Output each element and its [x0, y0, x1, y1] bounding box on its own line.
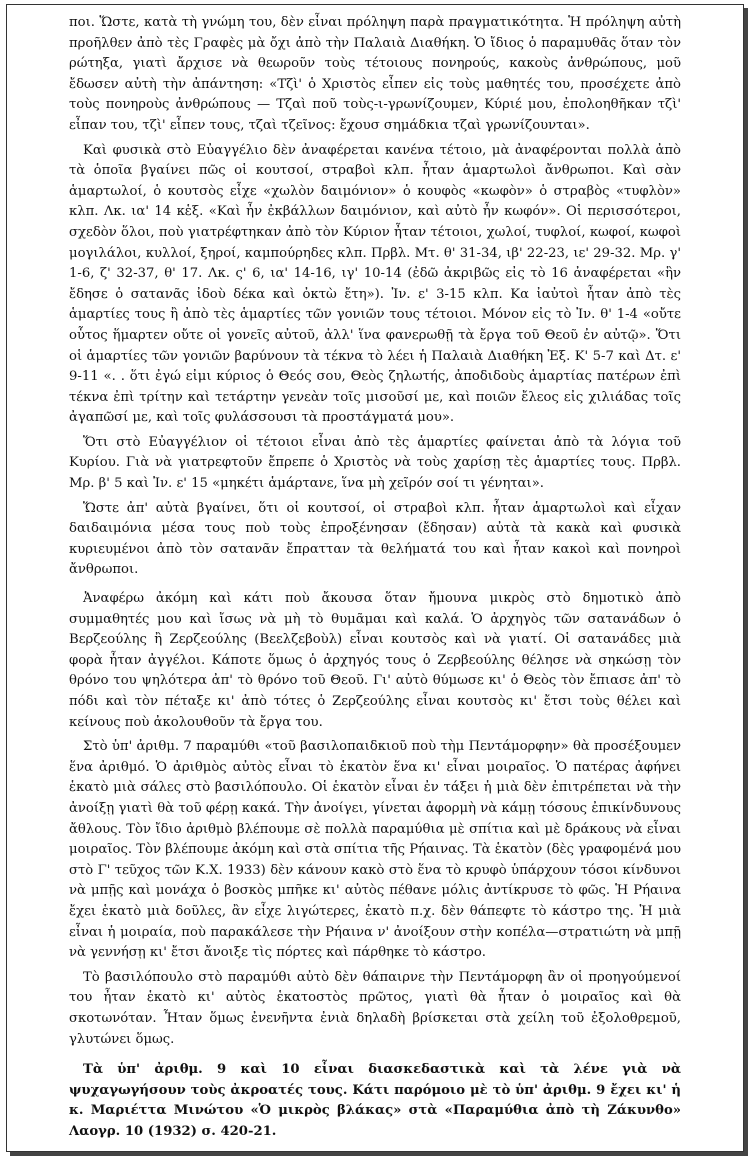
- paragraph-3: Ὅτι στὸ Εὐαγγέλιον οἱ τέτοιοι εἶναι ἀπὸ τὲς ἁμαρτίες φαίνεται ἀπὸ τὰ λόγια τοῦ Κυρίου. Γιὰ νὰ γιατρεφτοῦν ἔπρεπε ὁ Χριστὸς νὰ τοὺς χαρίσῃ τὲς ἁμαρτίες τους. Πρβλ. Μρ. β' 5 καὶ Ἰν. ε' 15 «μηκέτι ἁμάρτανε, ἵνα μὴ χεῖρόν σοί τι γένηται».: [69, 434, 681, 492]
- paragraph-4: Ὥστε ἀπ' αὐτὰ βγαίνει, ὅτι οἱ κουτσοί, οἱ στραβοὶ κλπ. ἦταν ἁμαρτωλοὶ καὶ εἶχαν δαιδαιμόνια μέσα τους ποὺ τοὺς ἐπροξένησαν (ἔδησαν) αὐτὰ τὰ κακὰ καὶ φυσικὰ κυριευμένοι ἀπὸ τὸν σατανᾶν ἔπρατταν τὰ θελήματά του καὶ ἦταν κακοὶ καὶ πονηροὶ ἄνθρωποι.: [69, 500, 681, 578]
- page-frame: [6, 4, 744, 1152]
- paragraph-2: Καὶ φυσικὰ στὸ Εὐαγγέλιο δὲν ἀναφέρεται κανένα τέτοιο, μὰ ἀναφέρονται πολλὰ ἀπὸ τὰ ὁποῖα βγαίνει πῶς οἱ κουτσοί, στραβοὶ κλπ. ἦταν ἁμαρτωλοὶ ἄνθρωποι. Καὶ σὰν ἁμαρτωλοί, ὁ κουτσὸς εἶχε «χωλὸν δαιμόνιον» ὁ κουφὸς «κωφὸν» ὁ στραβὸς «τυφλὸν» κλπ. Λκ. ια' 14 κἑξ. «Καὶ ἦν ἐκβάλλων δαιμόνιον, καὶ αὐτὸ ἦν κωφόν». Οἱ περισσότεροι, σχεδὸν ὅλοι, ποὺ γιατρέφτηκαν ἀπὸ τὸν Κύριον ἦταν τέτοιοι, χωλοί, τυφλοί, κωφοί, κωφοὶ μογιλάλοι, κυλλοί, ξηροί, καμπούρηδες κλπ. Πρβλ. Μτ. θ' 31-34, ιβ' 22-23, ιε' 29-32. Μρ. γ' 1-6, ζ' 32-37, θ' 17. Λκ. ς' 6, ια' 14-16, ιγ' 10-14 (ἐδῶ ἀκριβῶς εἰς τὸ 16 ἀναφέρεται «ἣν ἔδησε ὁ σατανᾶς ἰδοὺ δέκα καὶ ὀκτὼ ἔτη»). Ἰν. ε' 3-15 κλπ. Κα ἰαὐτοὶ ἦταν ἀπὸ τὲς ἁμαρτίες τους ἢ ἀπὸ τὲς ἁμαρτίες τῶν γονιῶν τους τέτοιοι. Μόνον εἰς τὸ Ἰν. θ' 1-4 «οὔτε οὗτος ἥμαρτεν οὔτε οἱ γονεῖς αὐτοῦ, ἀλλ' ἵνα φανερωθῇ τὰ ἔργα τοῦ Θεοῦ ἐν αὐτῷ». Ὅτι οἱ ἁμαρτίες τῶν γονιῶν βαρύνουν τὰ τέκνα τὸ λέει ἡ Παλαιὰ Διαθήκη Ἐξ. Κ' 5-7 καὶ Δτ. ε' 9-11 «. . ὅτι ἐγώ εἰμι κύριος ὁ Θεός σου, Θεὸς ζηλωτής, ἀποδιδοὺς ἁμαρτίας πατέρων ἐπὶ τέκνα ἐπὶ τρίτην καὶ τετάρτην γενεὰν τοῖς μισοῦσί με, καὶ ποιῶν ἔλεος εἰς χιλιάδας τοῖς ἀγαπῶσί με, καὶ τοῖς φυλάσσουσι τὰ προστάγματά μου».: [69, 142, 681, 426]
- paragraph-7: Τὸ βασιλόπουλο στὸ παραμύθι αὐτὸ δὲν θάπαιρνε τὴν Πεντάμορφη ἂν οἱ προηγούμενοί του ἦταν ἑκατὸ κι' αὐτὸς ἑκατοστὸς πρῶτος, γιατὶ θὰ ἦταν ὁ μοιραῖος καὶ θὰ σκοτωνόταν. Ἦταν ὅμως ἐνενῆντα ἐνιὰ δηλαδὴ βρίσκεται στὰ χείλη τοῦ ἐξολοθρεμοῦ, γλυτώνει ὅμως.: [69, 969, 681, 1047]
- paragraph-6: Στὸ ὑπ' ἀριθμ. 7 παραμύθι «τοῦ βασιλοπαιδκιοῦ ποὺ τὴμ Πεντάμορφην» θὰ προσέξουμεν ἕνα ἀριθμό. Ὁ ἀριθμὸς αὐτὸς εἶναι τὸ ἑκατὸν ἕνα κι' εἶναι μοιραῖος. Ὁ πατέρας ἀφήνει ἑκατὸ μιὰ σάλες στὸ βασιλόπουλο. Οἱ ἑκατὸν εἶναι ἐν τάξει ἡ μιὰ δὲν ἐπιτρέπεται νὰ τὴν ἀνοίξῃ γιατὶ θὰ τοῦ φέρῃ κακά. Τὴν ἀνοίγει, γίνεται ἀφορμὴ νὰ κάμῃ τόσους ἐπικίνδυνους ἄθλους. Τὸν ἴδιο ἀριθμὸ βλέπουμε σὲ πολλὰ παραμύθια μὲ σπίτια καὶ μὲ δράκους νὰ εἶναι μοιραῖος. Τὸν βλέπουμε ἀκόμη καὶ στὰ σπίτια τῆς Ρήαινας. Τὰ ἑκατὸν (δὲς γραφομένά μου στὸ Γ' τεῦχος τῶν Κ.Χ. 1933) δὲν κάνουν κακὸ στὸ ἕνα τὸ κρυφὸ ὑπάρχουν τόσοι κίνδυνοι νὰ μπῇς καὶ μονάχα ὁ βοσκὸς μπῆκε κι' αὐτὸς πέθανε μόλις ἀντίκρυσε τὸ φῶς. Ἡ Ρήαινα ἔχει ἑκατὸ μιὰ δοῦλες, ἂν εἶχε λιγώτερες, ἑκατὸ π.χ. δὲν θάπεφτε τὸ κάστρο της. Ἡ μιὰ εἶναι ἡ μοιραία, ποὺ παρακάλεσε τὴν Ρήαινα ν' ἀνοίξουν στὴν κοπέλα—στρατιώτη νὰ μπῇ νὰ γεννήσῃ κι' ἔτσι ἄνοιξε τὶς πόρτες καὶ πάρθηκε τὸ κάστρο.: [69, 739, 681, 961]
- paragraph-5: Ἀναφέρω ἀκόμη καὶ κάτι ποὺ ἄκουσα ὅταν ἤμουνα μικρὸς στὸ δημοτικὸ ἀπὸ συμμαθητές μου καὶ ἴσως νὰ μὴ τὸ θυμᾶμαι καὶ καλά. Ὁ ἀρχηγὸς τῶν σατανάδων ὁ Βερζεούλης ἢ Ζερζεούλης (Βεελζεβοὺλ) εἶναι κουτσὸς καὶ νὰ γιατί. Οἱ σατανάδες μιὰ φορὰ ἦταν ἀγγέλοι. Κάποτε ὅμως ὁ ἀρχηγός τους ὁ Ζερβεούλης θέλησε νὰ σηκώσῃ τὸν θρόνο του ψηλότερα ἀπ' τὸ θρόνο τοῦ Θεοῦ. Γι' αὐτὸ θύμωσε κι' ὁ Θεὸς τὸν ἔπιασε ἀπ' τὸ πόδι καὶ τὸν πέταξε κι' ἀπὸ τότες ὁ Ζερζεούλης εἶναι κουτσὸς κι' ἔτσι τοὺς θέλει καὶ κείνους ποὺ ἀκολουθοῦν τὰ ἔργα του.: [69, 591, 681, 730]
- paragraph-8: Τὰ ὑπ' ἀριθμ. 9 καὶ 10 εἶναι διασκεδαστικὰ καὶ τὰ λένε γιὰ νὰ ψυχαγωγήσουν τοὺς ἀκροατές τους. Κάτι παρόμοιο μὲ τὸ ὑπ' ἀριθμ. 9 ἔχει κι' ἡ κ. Μαριέττα Μινώτου «Ὁ μικρὸς βλάκας» στὰ «Παραμύθια ἀπὸ τὴ Ζάκυνθο» Λαογρ. 10 (1932) σ. 420-21.: [69, 1062, 681, 1139]
- paragraph-1: ποι. Ὥστε, κατὰ τὴ γνώμη του, δὲν εἶναι πρόληψη παρὰ πραγματικότητα. Ἡ πρόληψη αὐτὴ προῆλθεν ἀπὸ τὲς Γραφὲς μὰ ὄχι ἀπὸ τὴν Παλαιὰ Διαθήκη. Ὁ ἴδιος ὁ παραμυθᾶς ὅταν τὸν ρώτηξα, γιατὶ ἄρχισε νὰ θεωροῦν τοὺς τέτοιους πονηρούς, κακοὺς ἀνθρώπους, μοῦ ἔδωσεν αὐτὴ τὴν ἀπάντηση: «Τζὶ' ὁ Χριστὸς εἶπεν εἰς τοὺς μαθητές του, προσέχετε ἀπὸ τοὺς πονηροὺς ἀνθρώπους — Τζαὶ ποῦ τοὺς-ι-γρωνίζουμεν, Κύριέ μου, ἐπολοηθῆκαν τζὶ' εἶπαν του, τζὶ' εἶπεν τους, τζαὶ τζεῖνος: ἔχουσ σημάδκια τζαὶ γρωνίζουνται».: [69, 15, 681, 133]
- document-body: [69, 13, 681, 1146]
